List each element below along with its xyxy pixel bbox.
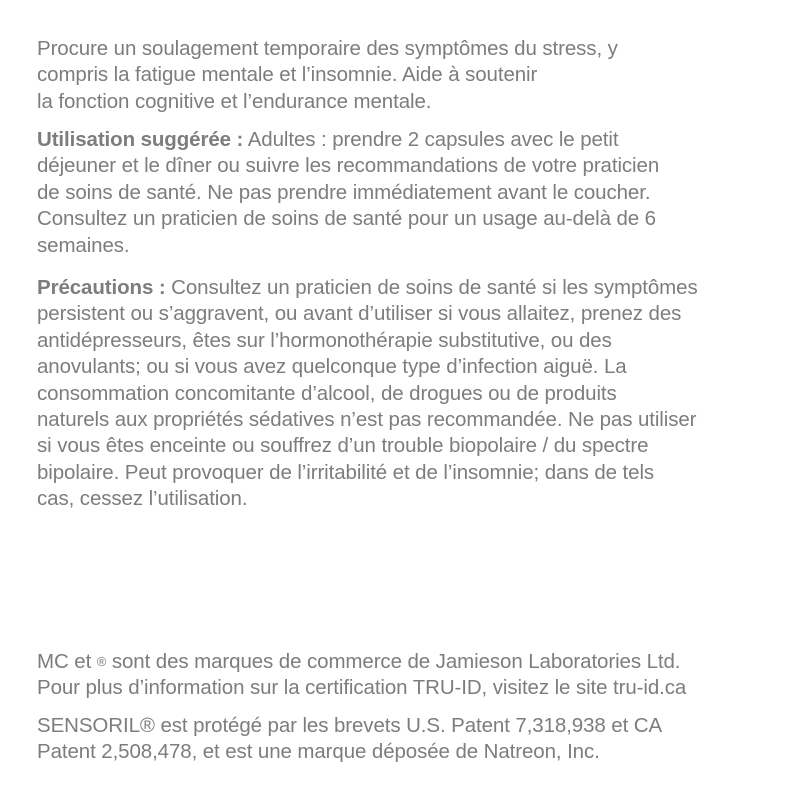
precautions-line: cas, cessez l’utilisation. [37, 487, 248, 511]
registered-mark-icon: ® [96, 654, 107, 669]
intro-line: la fonction cognitive et l’endurance mentale. [37, 89, 432, 113]
usage-line: déjeuner et le dîner ou suivre les recommandations de votre praticien [37, 154, 660, 178]
precautions-line [37, 275, 777, 301]
precautions-line: naturels aux propriétés sédatives n’est pas recommandée. Ne pas utiliser [37, 408, 697, 432]
intro-line: Procure un soulagement temporaire des symptômes du stress, y [37, 37, 618, 60]
usage-line [37, 127, 777, 153]
precautions-line: bipolaire. Peut provoquer de l’irritabilité et de l’insomnie; dans de tels [37, 460, 655, 484]
usage-line: semaines. [37, 233, 130, 257]
usage-line: Consultez un praticien de soins de santé pour un usage au-delà de 6 [37, 207, 656, 231]
precautions-line: persistent ou s’aggravent, ou avant d’utiliser si vous allaitez, prenez des [37, 302, 682, 326]
sensoril-line: Patent 2,508,478, et est une marque déposée de Natreon, Inc. [37, 740, 600, 764]
trademark-prefix: MC et [37, 650, 97, 673]
suggested-use-paragraph [37, 127, 777, 259]
intro-line: compris la fatigue mentale et l’insomnie. Aide à soutenir [37, 63, 538, 87]
precautions-label: Précautions : [37, 276, 166, 299]
precautions-line: anovulants; ou si vous avez quelconque type d’infection aiguë. La [37, 355, 627, 379]
sensoril-notice [37, 713, 777, 766]
precautions-line: antidépresseurs, êtes sur l’hormonothérapie substitutive, ou des [37, 328, 612, 352]
trademark-suffix: sont des marques de commerce de Jamieson Laboratories Ltd. [106, 650, 681, 673]
precautions-paragraph [37, 275, 777, 513]
trademark-line [37, 649, 777, 675]
precautions-line: si vous êtes enceinte ou souffrez d’un trouble biopolaire / du spectre [37, 434, 649, 458]
precautions-line: consommation concomitante d’alcool, de drogues ou de produits [37, 381, 617, 405]
usage-line: de soins de santé. Ne pas prendre immédiatement avant le coucher. [37, 180, 651, 204]
intro-paragraph [37, 36, 777, 115]
precautions-text: Consultez un praticien de soins de santé si les symptômes [165, 276, 698, 299]
certification-line: Pour plus d’information sur la certification TRU-ID, visitez le site tru-id.ca [37, 676, 687, 700]
suggested-use-label: Utilisation suggérée : [37, 128, 244, 151]
usage-text: Adultes : prendre 2 capsules avec le petit [243, 128, 619, 151]
sensoril-line: SENSORIL® est protégé par les brevets U.S. Patent 7,318,938 et CA [37, 714, 663, 737]
trademark-notice [37, 649, 777, 702]
